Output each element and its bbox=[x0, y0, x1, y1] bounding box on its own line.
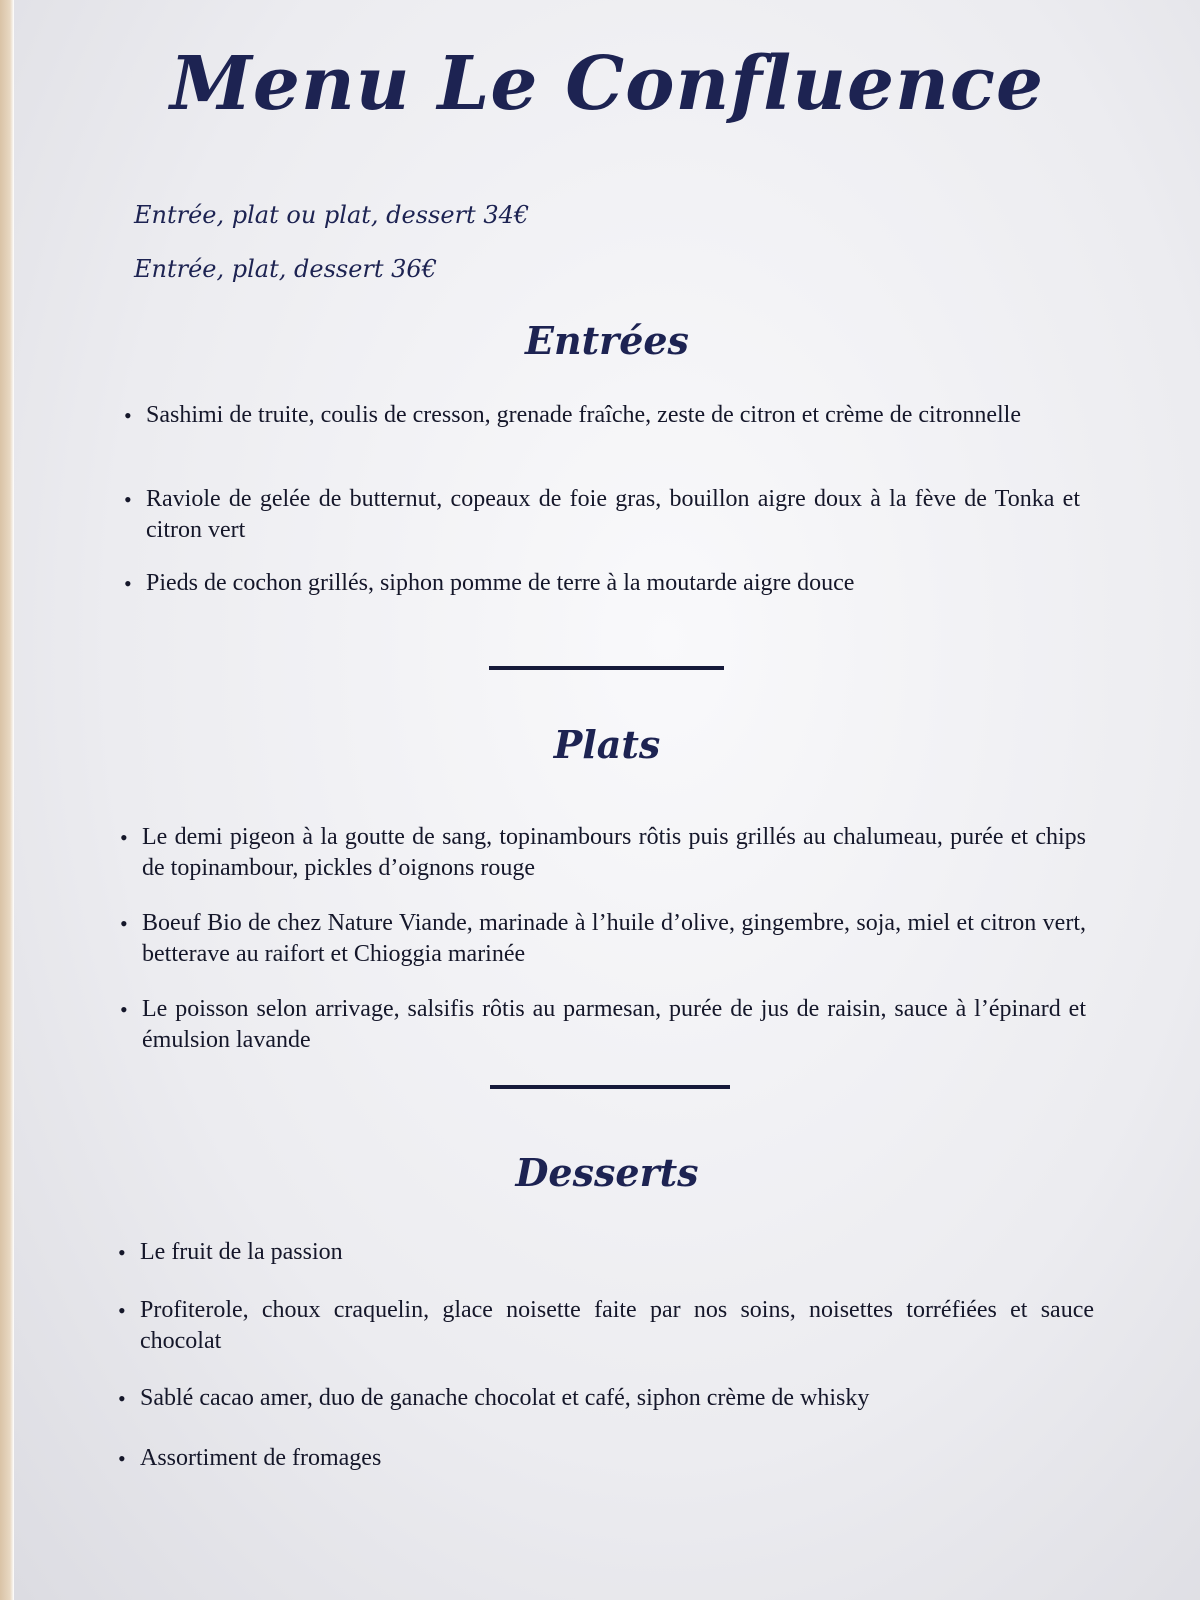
menu-sheet bbox=[14, 0, 1200, 1600]
bullet-icon: • bbox=[118, 1240, 126, 1265]
bullet-icon: • bbox=[120, 911, 128, 936]
entrees-list bbox=[124, 400, 1080, 599]
desserts-list bbox=[118, 1237, 1094, 1474]
dish-text: Sablé cacao amer, duo de ganache chocolat et café, siphon crème de whisky bbox=[140, 1385, 870, 1411]
dish-text: Le fruit de la passion bbox=[140, 1239, 343, 1265]
list-item bbox=[118, 1443, 1094, 1474]
dish-text: Boeuf Bio de chez Nature Viande, marinade à l’huile d’olive, gingembre, soja, miel et citron vert, betterave au raifort et Chioggia marinée bbox=[142, 910, 1086, 967]
plats-list bbox=[120, 822, 1086, 1056]
bullet-icon: • bbox=[120, 825, 128, 850]
section-title-entrees: Entrées bbox=[525, 318, 689, 363]
list-item bbox=[124, 484, 1080, 568]
dish-text: Le demi pigeon à la goutte de sang, topinambours rôtis puis grillés au chalumeau, purée et chips de topinambour, pickles d’oignons rouge bbox=[142, 824, 1086, 881]
price-line: Entrée, plat ou plat, dessert 34€ bbox=[134, 201, 530, 229]
list-item bbox=[120, 822, 1086, 908]
list-item bbox=[118, 1295, 1094, 1383]
section-divider bbox=[489, 666, 724, 670]
section-title-desserts: Desserts bbox=[515, 1150, 699, 1195]
bullet-icon: • bbox=[124, 571, 132, 596]
bullet-icon: • bbox=[124, 487, 132, 512]
dish-text: Raviole de gelée de butternut, copeaux de foie gras, bouillon aigre doux à la fève de Tonka et citron vert bbox=[146, 486, 1080, 543]
dish-text: Assortiment de fromages bbox=[140, 1445, 382, 1471]
section-title-plats: Plats bbox=[553, 722, 661, 767]
dish-text: Profiterole, choux craquelin, glace noisette faite par nos soins, noisettes torréfiées et sauce chocolat bbox=[140, 1297, 1094, 1354]
dish-text: Sashimi de truite, coulis de cresson, grenade fraîche, zeste de citron et crème de citronnelle bbox=[146, 402, 1021, 428]
dish-text: Le poisson selon arrivage, salsifis rôtis au parmesan, purée de jus de raisin, sauce à l’épinard et émulsion lavande bbox=[142, 996, 1086, 1053]
list-item bbox=[120, 908, 1086, 994]
list-item bbox=[124, 400, 1080, 484]
bullet-icon: • bbox=[118, 1446, 126, 1471]
price-list bbox=[134, 188, 529, 296]
section-divider bbox=[490, 1085, 730, 1089]
list-item bbox=[120, 994, 1086, 1056]
list-item bbox=[124, 568, 1080, 599]
bullet-icon: • bbox=[124, 403, 132, 428]
bullet-icon: • bbox=[120, 997, 128, 1022]
bullet-icon: • bbox=[118, 1298, 126, 1323]
dish-text: Pieds de cochon grillés, siphon pomme de terre à la moutarde aigre douce bbox=[146, 570, 855, 596]
list-item bbox=[118, 1383, 1094, 1443]
menu-title: Menu Le Confluence bbox=[169, 41, 1045, 127]
bullet-icon: • bbox=[118, 1386, 126, 1411]
price-line: Entrée, plat, dessert 36€ bbox=[134, 255, 437, 283]
list-item bbox=[118, 1237, 1094, 1295]
